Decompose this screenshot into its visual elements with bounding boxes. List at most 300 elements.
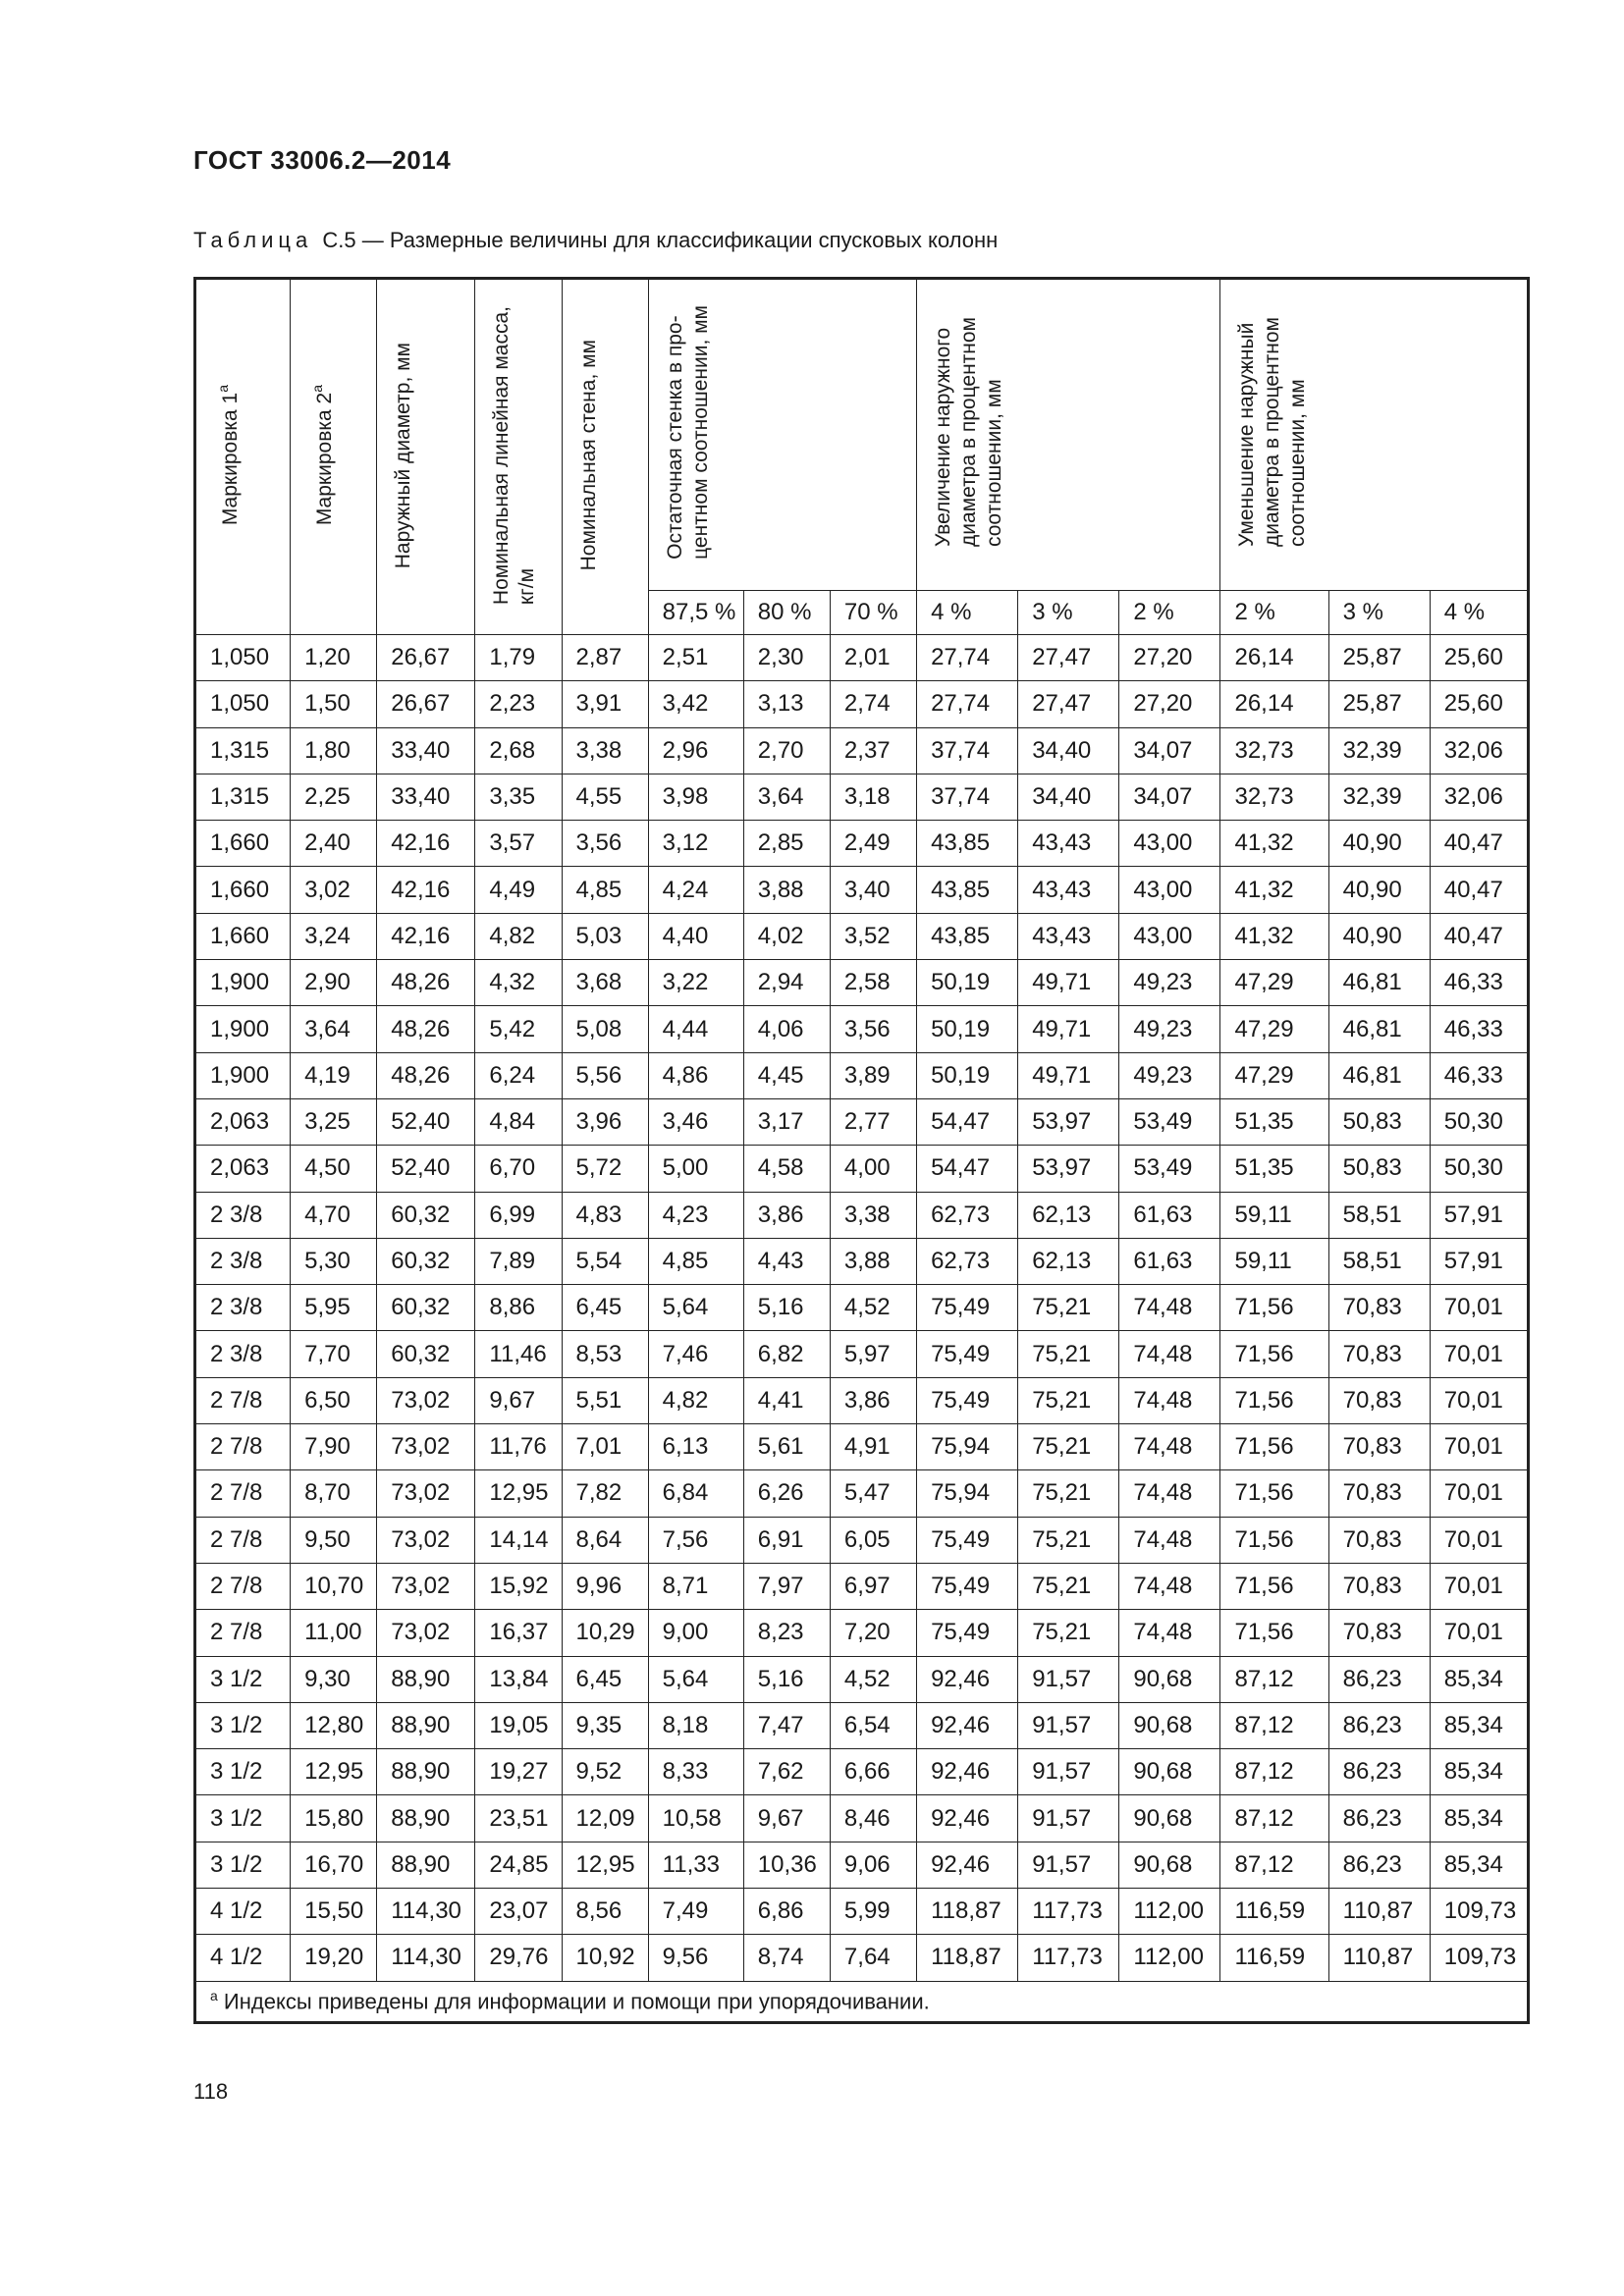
table-cell: 73,02 xyxy=(377,1377,475,1423)
table-cell: 2 3/8 xyxy=(195,1192,291,1238)
mark2-sup: a xyxy=(309,385,326,394)
table-cell: 9,00 xyxy=(648,1610,743,1656)
table-cell: 8,18 xyxy=(648,1702,743,1748)
table-cell: 4,00 xyxy=(830,1146,916,1192)
table-cell: 1,660 xyxy=(195,913,291,959)
table-cell: 1,79 xyxy=(475,635,562,681)
table-row xyxy=(195,1563,1529,1609)
table-cell: 37,74 xyxy=(917,727,1018,774)
table-cell: 86,23 xyxy=(1328,1656,1430,1702)
table-cell: 86,23 xyxy=(1328,1795,1430,1842)
page-number: 118 xyxy=(193,2079,229,2104)
od-increase-label: Увеличение наружного диаметра в процентном соотношении, мм xyxy=(932,317,1006,548)
table-cell: 2,58 xyxy=(830,960,916,1006)
table-body xyxy=(195,635,1529,1982)
table-cell: 75,49 xyxy=(917,1331,1018,1377)
table-cell: 3 1/2 xyxy=(195,1842,291,1888)
table-cell: 43,43 xyxy=(1018,867,1119,913)
table-cell: 11,33 xyxy=(648,1842,743,1888)
table-row xyxy=(195,1285,1529,1331)
table-cell: 70,01 xyxy=(1430,1563,1528,1609)
table-cell: 10,36 xyxy=(743,1842,830,1888)
table-cell: 3,46 xyxy=(648,1098,743,1145)
table-cell: 86,23 xyxy=(1328,1749,1430,1795)
table-row xyxy=(195,1470,1529,1517)
table-cell: 9,56 xyxy=(648,1935,743,1981)
table-cell: 11,46 xyxy=(475,1331,562,1377)
table-row xyxy=(195,960,1529,1006)
table-cell: 26,67 xyxy=(377,681,475,727)
table-cell: 49,71 xyxy=(1018,1052,1119,1098)
table-cell: 2,70 xyxy=(743,727,830,774)
table-cell: 75,49 xyxy=(917,1377,1018,1423)
column-header-outer-diameter xyxy=(377,279,475,635)
table-cell: 1,50 xyxy=(291,681,377,727)
table-cell: 27,47 xyxy=(1018,681,1119,727)
table-cell: 91,57 xyxy=(1018,1656,1119,1702)
table-cell: 74,48 xyxy=(1119,1610,1220,1656)
table-cell: 7,46 xyxy=(648,1331,743,1377)
column-header-linear-mass xyxy=(475,279,562,635)
table-cell: 6,70 xyxy=(475,1146,562,1192)
table-cell: 85,34 xyxy=(1430,1842,1528,1888)
table-cell: 71,56 xyxy=(1220,1331,1328,1377)
table-cell: 50,83 xyxy=(1328,1098,1430,1145)
table-cell: 3,18 xyxy=(830,774,916,820)
table-cell: 27,47 xyxy=(1018,635,1119,681)
table-cell: 2 3/8 xyxy=(195,1331,291,1377)
table-row xyxy=(195,913,1529,959)
table-cell: 6,82 xyxy=(743,1331,830,1377)
table-cell: 3,57 xyxy=(475,821,562,867)
table-cell: 6,99 xyxy=(475,1192,562,1238)
table-cell: 51,35 xyxy=(1220,1098,1328,1145)
table-cell: 73,02 xyxy=(377,1424,475,1470)
table-cell: 73,02 xyxy=(377,1517,475,1563)
table-cell: 23,51 xyxy=(475,1795,562,1842)
table-cell: 6,45 xyxy=(562,1656,648,1702)
footnote-text: Индексы приведены для информации и помощи при упорядочивании. xyxy=(217,1989,930,2014)
table-cell: 1,900 xyxy=(195,1006,291,1052)
table-cell: 2,74 xyxy=(830,681,916,727)
table-cell: 88,90 xyxy=(377,1656,475,1702)
table-row xyxy=(195,1702,1529,1748)
table-cell: 118,87 xyxy=(917,1889,1018,1935)
table-cell: 1,315 xyxy=(195,774,291,820)
table-cell: 50,19 xyxy=(917,1052,1018,1098)
table-cell: 7,82 xyxy=(562,1470,648,1517)
table-cell: 5,42 xyxy=(475,1006,562,1052)
table-cell: 6,86 xyxy=(743,1889,830,1935)
table-cell: 57,91 xyxy=(1430,1238,1528,1284)
table-cell: 70,83 xyxy=(1328,1285,1430,1331)
mark2-label: Маркировка 2 xyxy=(313,393,337,526)
table-cell: 2,063 xyxy=(195,1098,291,1145)
table-cell: 26,14 xyxy=(1220,681,1328,727)
table-cell: 4,23 xyxy=(648,1192,743,1238)
table-cell: 43,85 xyxy=(917,867,1018,913)
table-cell: 4,85 xyxy=(648,1238,743,1284)
document-header: ГОСТ 33006.2—2014 xyxy=(193,145,452,175)
table-row xyxy=(195,1795,1529,1842)
table-cell: 43,85 xyxy=(917,913,1018,959)
table-cell: 49,23 xyxy=(1119,960,1220,1006)
table-cell: 2,77 xyxy=(830,1098,916,1145)
table-cell: 5,56 xyxy=(562,1052,648,1098)
table-cell: 8,33 xyxy=(648,1749,743,1795)
table-cell: 4,06 xyxy=(743,1006,830,1052)
table-cell: 27,74 xyxy=(917,635,1018,681)
table-cell: 3,91 xyxy=(562,681,648,727)
table-cell: 75,49 xyxy=(917,1285,1018,1331)
table-cell: 3,89 xyxy=(830,1052,916,1098)
table-cell: 70,83 xyxy=(1328,1610,1430,1656)
table-cell: 74,48 xyxy=(1119,1563,1220,1609)
table-cell: 40,47 xyxy=(1430,821,1528,867)
table-cell: 3,86 xyxy=(743,1192,830,1238)
table-cell: 112,00 xyxy=(1119,1889,1220,1935)
table-cell: 71,56 xyxy=(1220,1424,1328,1470)
table-cell: 6,91 xyxy=(743,1517,830,1563)
table-cell: 88,90 xyxy=(377,1842,475,1888)
table-cell: 53,97 xyxy=(1018,1098,1119,1145)
table-cell: 34,07 xyxy=(1119,774,1220,820)
table-cell: 74,48 xyxy=(1119,1377,1220,1423)
table-cell: 5,00 xyxy=(648,1146,743,1192)
table-cell: 58,51 xyxy=(1328,1192,1430,1238)
table-row xyxy=(195,1889,1529,1935)
table-cell: 6,66 xyxy=(830,1749,916,1795)
table-cell: 4,50 xyxy=(291,1146,377,1192)
table-caption-prefix: Таблица xyxy=(193,228,313,252)
table-cell: 9,52 xyxy=(562,1749,648,1795)
table-cell: 92,46 xyxy=(917,1749,1018,1795)
table-row xyxy=(195,774,1529,820)
table-cell: 43,43 xyxy=(1018,913,1119,959)
table-cell: 74,48 xyxy=(1119,1331,1220,1377)
table-cell: 92,46 xyxy=(917,1795,1018,1842)
table-cell: 6,05 xyxy=(830,1517,916,1563)
column-header-mark2 xyxy=(291,279,377,635)
table-cell: 74,48 xyxy=(1119,1517,1220,1563)
table-cell: 2,90 xyxy=(291,960,377,1006)
column-header-wall xyxy=(562,279,648,635)
table-cell: 8,56 xyxy=(562,1889,648,1935)
table-cell: 87,12 xyxy=(1220,1702,1328,1748)
table-cell: 1,660 xyxy=(195,821,291,867)
table-cell: 75,21 xyxy=(1018,1331,1119,1377)
table-cell: 85,34 xyxy=(1430,1656,1528,1702)
wall-label: Номинальная стена, мм xyxy=(576,340,600,571)
table-cell: 8,71 xyxy=(648,1563,743,1609)
column-group-od-decrease xyxy=(1220,279,1529,591)
table-cell: 75,94 xyxy=(917,1470,1018,1517)
table-cell: 91,57 xyxy=(1018,1842,1119,1888)
table-cell: 12,95 xyxy=(562,1842,648,1888)
table-cell: 4 1/2 xyxy=(195,1889,291,1935)
table-cell: 7,20 xyxy=(830,1610,916,1656)
table-cell: 86,23 xyxy=(1328,1842,1430,1888)
table-cell: 74,48 xyxy=(1119,1285,1220,1331)
table-row xyxy=(195,1935,1529,1981)
table-cell: 3,98 xyxy=(648,774,743,820)
table-cell: 70,83 xyxy=(1328,1470,1430,1517)
table-cell: 70,01 xyxy=(1430,1331,1528,1377)
table-row xyxy=(195,1656,1529,1702)
table-cell: 87,12 xyxy=(1220,1795,1328,1842)
table-cell: 3 1/2 xyxy=(195,1795,291,1842)
table-cell: 4,52 xyxy=(830,1285,916,1331)
table-cell: 3,42 xyxy=(648,681,743,727)
table-cell: 2,37 xyxy=(830,727,916,774)
table-cell: 4,70 xyxy=(291,1192,377,1238)
table-cell: 2 7/8 xyxy=(195,1517,291,1563)
table-cell: 4,52 xyxy=(830,1656,916,1702)
table-cell: 3,56 xyxy=(562,821,648,867)
table-cell: 88,90 xyxy=(377,1749,475,1795)
table-cell: 70,01 xyxy=(1430,1517,1528,1563)
table-cell: 41,32 xyxy=(1220,913,1328,959)
table-cell: 33,40 xyxy=(377,774,475,820)
table-cell: 1,900 xyxy=(195,1052,291,1098)
table-cell: 61,63 xyxy=(1119,1192,1220,1238)
table-cell: 75,94 xyxy=(917,1424,1018,1470)
table-cell: 43,43 xyxy=(1018,821,1119,867)
table-cell: 85,34 xyxy=(1430,1795,1528,1842)
table-cell: 25,87 xyxy=(1328,635,1430,681)
table-cell: 110,87 xyxy=(1328,1889,1430,1935)
table-cell: 60,32 xyxy=(377,1192,475,1238)
table-cell: 53,97 xyxy=(1018,1146,1119,1192)
column-group-od-increase xyxy=(917,279,1220,591)
table-cell: 59,11 xyxy=(1220,1238,1328,1284)
table-cell: 8,64 xyxy=(562,1517,648,1563)
table-cell: 12,80 xyxy=(291,1702,377,1748)
table-cell: 114,30 xyxy=(377,1935,475,1981)
table-cell: 3,64 xyxy=(291,1006,377,1052)
table-cell: 46,81 xyxy=(1328,1006,1430,1052)
table-cell: 4,43 xyxy=(743,1238,830,1284)
table-cell: 74,48 xyxy=(1119,1470,1220,1517)
table-cell: 54,47 xyxy=(917,1098,1018,1145)
table-cell: 1,900 xyxy=(195,960,291,1006)
table-cell: 2 7/8 xyxy=(195,1377,291,1423)
table-cell: 52,40 xyxy=(377,1098,475,1145)
table-cell: 116,59 xyxy=(1220,1889,1328,1935)
table-cell: 70,01 xyxy=(1430,1424,1528,1470)
table-cell: 2,01 xyxy=(830,635,916,681)
table-cell: 53,49 xyxy=(1119,1146,1220,1192)
table-cell: 3,17 xyxy=(743,1098,830,1145)
table-cell: 6,54 xyxy=(830,1702,916,1748)
table-cell: 5,03 xyxy=(562,913,648,959)
table-cell: 15,50 xyxy=(291,1889,377,1935)
od-decrease-label: Уменьшение наружный диаметра в процентном соотношении, мм xyxy=(1235,317,1310,548)
table-cell: 70,83 xyxy=(1328,1563,1430,1609)
table-cell: 3,13 xyxy=(743,681,830,727)
footnote-row xyxy=(195,1981,1529,2022)
table-cell: 47,29 xyxy=(1220,1052,1328,1098)
table-cell: 7,47 xyxy=(743,1702,830,1748)
table-cell: 75,21 xyxy=(1018,1563,1119,1609)
table-cell: 8,23 xyxy=(743,1610,830,1656)
table-cell: 50,30 xyxy=(1430,1098,1528,1145)
table-cell: 3,12 xyxy=(648,821,743,867)
column-header-mark1 xyxy=(195,279,291,635)
table-cell: 2,94 xyxy=(743,960,830,1006)
table-cell: 90,68 xyxy=(1119,1749,1220,1795)
table-cell: 32,73 xyxy=(1220,774,1328,820)
table-cell: 71,56 xyxy=(1220,1610,1328,1656)
table-cell: 23,07 xyxy=(475,1889,562,1935)
table-cell: 75,21 xyxy=(1018,1470,1119,1517)
table-cell: 109,73 xyxy=(1430,1935,1528,1981)
table-cell: 2 3/8 xyxy=(195,1238,291,1284)
table-cell: 70,83 xyxy=(1328,1424,1430,1470)
table-cell: 6,13 xyxy=(648,1424,743,1470)
table-row xyxy=(195,1424,1529,1470)
table-cell: 4,58 xyxy=(743,1146,830,1192)
table-cell: 27,74 xyxy=(917,681,1018,727)
table-cell: 70,83 xyxy=(1328,1331,1430,1377)
table-cell: 7,97 xyxy=(743,1563,830,1609)
table-cell: 117,73 xyxy=(1018,1935,1119,1981)
table-cell: 5,61 xyxy=(743,1424,830,1470)
table-cell: 2,49 xyxy=(830,821,916,867)
table-cell: 92,46 xyxy=(917,1842,1018,1888)
table-cell: 75,21 xyxy=(1018,1285,1119,1331)
table-cell: 9,96 xyxy=(562,1563,648,1609)
subheader-residual-70: 70 % xyxy=(830,591,916,635)
table-cell: 3,96 xyxy=(562,1098,648,1145)
table-cell: 46,81 xyxy=(1328,1052,1430,1098)
table-cell: 118,87 xyxy=(917,1935,1018,1981)
mark1-label: Маркировка 1 xyxy=(219,393,242,526)
table-cell: 112,00 xyxy=(1119,1935,1220,1981)
table-cell: 2 3/8 xyxy=(195,1285,291,1331)
table-cell: 62,73 xyxy=(917,1192,1018,1238)
table-cell: 60,32 xyxy=(377,1285,475,1331)
table-cell: 49,23 xyxy=(1119,1006,1220,1052)
subheader-increase-2: 2 % xyxy=(1119,591,1220,635)
table-cell: 19,20 xyxy=(291,1935,377,1981)
table-cell: 7,64 xyxy=(830,1935,916,1981)
table-caption-text: С.5 — Размерные величины для классификации спусковых колонн xyxy=(322,228,999,252)
footnote xyxy=(195,1981,1529,2022)
table-cell: 42,16 xyxy=(377,867,475,913)
table-cell: 5,64 xyxy=(648,1285,743,1331)
table-cell: 70,01 xyxy=(1430,1377,1528,1423)
table-cell: 4,84 xyxy=(475,1098,562,1145)
table-cell: 4,19 xyxy=(291,1052,377,1098)
table-cell: 3,25 xyxy=(291,1098,377,1145)
table-cell: 27,20 xyxy=(1119,635,1220,681)
table-cell: 48,26 xyxy=(377,1052,475,1098)
table-cell: 46,81 xyxy=(1328,960,1430,1006)
table-cell: 88,90 xyxy=(377,1702,475,1748)
table-cell: 2,87 xyxy=(562,635,648,681)
table-cell: 5,08 xyxy=(562,1006,648,1052)
table-cell: 2,40 xyxy=(291,821,377,867)
table-cell: 7,49 xyxy=(648,1889,743,1935)
footnote-mark: a xyxy=(210,1987,218,2003)
table-cell: 53,49 xyxy=(1119,1098,1220,1145)
table-cell: 11,76 xyxy=(475,1424,562,1470)
table-cell: 42,16 xyxy=(377,821,475,867)
table-cell: 5,95 xyxy=(291,1285,377,1331)
table-cell: 75,21 xyxy=(1018,1377,1119,1423)
table-cell: 62,13 xyxy=(1018,1192,1119,1238)
table-cell: 3 1/2 xyxy=(195,1656,291,1702)
table-cell: 4,82 xyxy=(475,913,562,959)
table-cell: 90,68 xyxy=(1119,1795,1220,1842)
table-cell: 50,19 xyxy=(917,960,1018,1006)
table-cell: 5,54 xyxy=(562,1238,648,1284)
table-row xyxy=(195,1098,1529,1145)
table-cell: 6,84 xyxy=(648,1470,743,1517)
table-row xyxy=(195,867,1529,913)
table-cell: 2,063 xyxy=(195,1146,291,1192)
table-cell: 27,20 xyxy=(1119,681,1220,727)
table-cell: 4,32 xyxy=(475,960,562,1006)
subheader-residual-80: 80 % xyxy=(743,591,830,635)
table-cell: 12,95 xyxy=(475,1470,562,1517)
table-row xyxy=(195,1192,1529,1238)
table-cell: 43,00 xyxy=(1119,867,1220,913)
table-cell: 70,01 xyxy=(1430,1285,1528,1331)
table-cell: 48,26 xyxy=(377,1006,475,1052)
table-cell: 2,30 xyxy=(743,635,830,681)
table-cell: 12,95 xyxy=(291,1749,377,1795)
table-cell: 5,47 xyxy=(830,1470,916,1517)
table-row xyxy=(195,1749,1529,1795)
table-cell: 90,68 xyxy=(1119,1842,1220,1888)
table-cell: 9,50 xyxy=(291,1517,377,1563)
table-cell: 10,70 xyxy=(291,1563,377,1609)
table-row xyxy=(195,1238,1529,1284)
table-cell: 8,70 xyxy=(291,1470,377,1517)
table-cell: 34,07 xyxy=(1119,727,1220,774)
table-cell: 42,16 xyxy=(377,913,475,959)
table-cell: 37,74 xyxy=(917,774,1018,820)
table-cell: 25,60 xyxy=(1430,681,1528,727)
table-cell: 85,34 xyxy=(1430,1702,1528,1748)
table-cell: 43,85 xyxy=(917,821,1018,867)
table-cell: 41,32 xyxy=(1220,821,1328,867)
table-cell: 4,45 xyxy=(743,1052,830,1098)
table-row xyxy=(195,1610,1529,1656)
table-row xyxy=(195,1377,1529,1423)
table-cell: 75,49 xyxy=(917,1517,1018,1563)
table-cell: 16,70 xyxy=(291,1842,377,1888)
table-cell: 3 1/2 xyxy=(195,1749,291,1795)
subheader-decrease-3: 3 % xyxy=(1328,591,1430,635)
table-cell: 1,80 xyxy=(291,727,377,774)
table-cell: 34,40 xyxy=(1018,727,1119,774)
table-cell: 2,85 xyxy=(743,821,830,867)
table-cell: 59,11 xyxy=(1220,1192,1328,1238)
table-cell: 57,91 xyxy=(1430,1192,1528,1238)
table-cell: 4 1/2 xyxy=(195,1935,291,1981)
table-cell: 19,05 xyxy=(475,1702,562,1748)
table-cell: 4,24 xyxy=(648,867,743,913)
table-cell: 1,315 xyxy=(195,727,291,774)
table-cell: 3,52 xyxy=(830,913,916,959)
table-cell: 14,14 xyxy=(475,1517,562,1563)
table-cell: 1,050 xyxy=(195,635,291,681)
table-cell: 9,35 xyxy=(562,1702,648,1748)
table-cell: 3 1/2 xyxy=(195,1702,291,1748)
